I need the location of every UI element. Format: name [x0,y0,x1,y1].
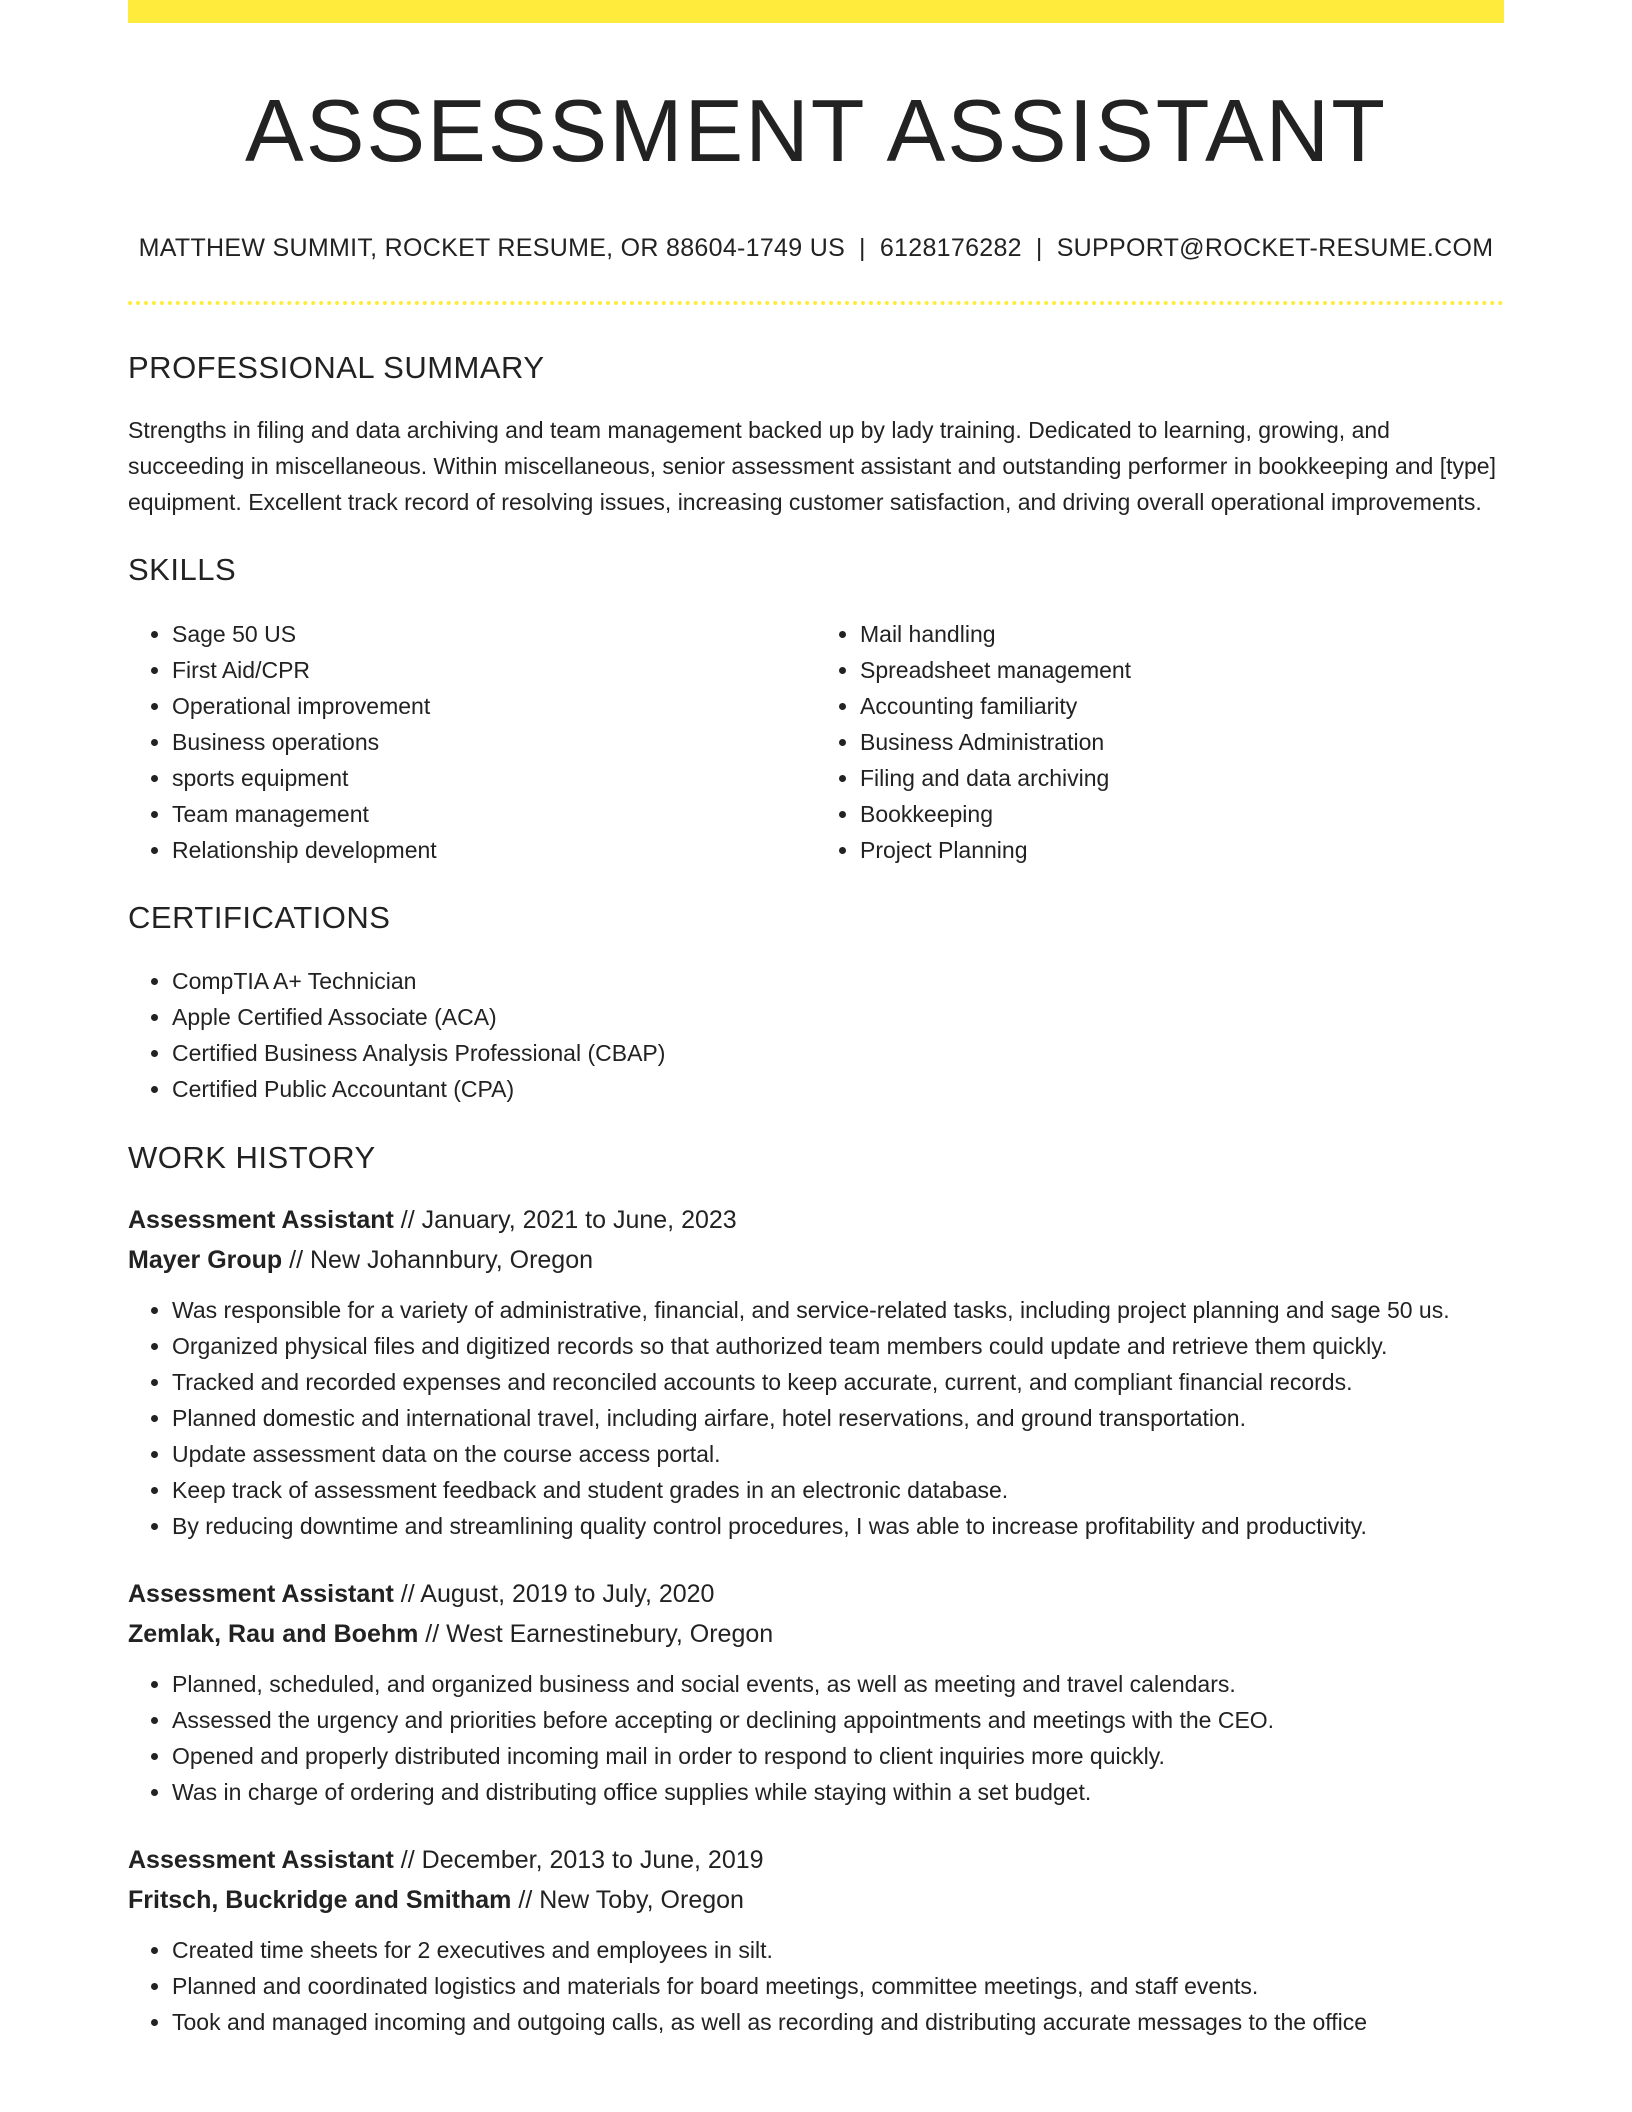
contact-separator: | [859,233,866,262]
skill-item: • sports equipment [172,760,816,796]
contact-address: MATTHEW SUMMIT, ROCKET RESUME, OR 88604-1749 US [138,233,846,262]
job-bullet: • Tracked and recorded expenses and reconciled accounts to keep accurate, current, and compliant financial records. [172,1364,1504,1400]
job-bullet: • Planned domestic and international travel, including airfare, hotel reservations, and ground transportation. [172,1400,1504,1436]
resume-title: ASSESSMENT ASSISTANT [245,81,1387,180]
job-bullet: • Created time sheets for 2 executives and employees in silt. [172,1932,1504,1968]
job-bullet: • Was responsible for a variety of administrative, financial, and service-related tasks, including project planning and sage 50 us. [172,1292,1504,1328]
job-bullet: • Keep track of assessment feedback and student grades in an electronic database. [172,1472,1504,1508]
work-history-heading: WORK HISTORY [128,1139,376,1175]
skill-item: • Spreadsheet management [860,652,1504,688]
job-bullet: • By reducing downtime and streamlining quality control procedures, I was able to increase profitability and productivity. [172,1508,1504,1544]
certifications-list [128,963,1504,1107]
skill-item: • Accounting familiarity [860,688,1504,724]
skill-item: • Filing and data archiving [860,760,1504,796]
top-accent-bar [128,0,1504,23]
job-role: Assessment Assistant [128,1845,394,1874]
job-location: // New Johannbury, Oregon [282,1245,594,1274]
job-company: Zemlak, Rau and Boehm [128,1619,419,1648]
job-bullets [128,1666,1504,1810]
skills-list-right [816,616,1504,868]
contact-separator: | [1035,233,1043,262]
job-entry [128,1574,1504,1810]
skill-item: • Sage 50 US [172,616,816,652]
skill-item: • First Aid/CPR [172,652,816,688]
job-dates: // August, 2019 to July, 2020 [393,1579,715,1608]
job-bullet: • Organized physical files and digitized records so that authorized team members could update and retrieve them quickly. [172,1328,1504,1364]
skill-item: • Relationship development [172,832,816,868]
summary-text: Strengths in filing and data archiving and team management backed up by lady training. Dedicated to learning, growing, and succeeding in miscellaneous. Within miscellaneous, senior assessment assistant and outstanding performer in bookkeeping and [type] equipment. Excellent track record of resolving issues, increasing customer satisfaction, and driving overall operational improvements. [128,416,1496,515]
job-bullet: • Planned and coordinated logistics and materials for board meetings, committee meetings, and staff events. [172,1968,1504,2004]
contact-phone: 6128176282 [879,233,1022,262]
job-company-line [128,1880,1504,1920]
summary-heading: PROFESSIONAL SUMMARY [128,349,545,385]
job-bullet: • Assessed the urgency and priorities before accepting or declining appointments and meetings with the CEO. [172,1702,1504,1738]
skill-item: • Mail handling [860,616,1504,652]
job-company: Mayer Group [128,1245,283,1274]
job-location: // New Toby, Oregon [511,1885,744,1914]
skill-item: • Operational improvement [172,688,816,724]
job-role-line [128,1574,1504,1614]
certifications-heading: CERTIFICATIONS [128,899,391,935]
job-bullet: • Opened and properly distributed incoming mail in order to respond to client inquiries more quickly. [172,1738,1504,1774]
certification-item: • Apple Certified Associate (ACA) [172,999,1504,1035]
skill-item: • Bookkeeping [860,796,1504,832]
job-entry [128,1200,1504,1544]
job-company: Fritsch, Buckridge and Smitham [128,1885,512,1914]
certification-item: • CompTIA A+ Technician [172,963,1504,999]
job-role-line [128,1840,1504,1880]
contact-email[interactable]: SUPPORT@ROCKET-RESUME.COM [1056,233,1494,262]
job-location: // West Earnestinebury, Oregon [418,1619,774,1648]
skill-item: • Project Planning [860,832,1504,868]
skills-heading: SKILLS [128,551,237,587]
job-role-line [128,1200,1504,1240]
job-entry [128,1840,1504,2040]
skills-list-left [128,616,816,868]
job-bullets [128,1292,1504,1544]
contact-line [128,234,1504,263]
certification-item: • Certified Business Analysis Professional (CBAP) [172,1035,1504,1071]
job-company-line [128,1240,1504,1280]
job-dates: // January, 2021 to June, 2023 [393,1205,737,1234]
certification-item: • Certified Public Accountant (CPA) [172,1071,1504,1107]
job-dates: // December, 2013 to June, 2019 [393,1845,764,1874]
job-company-line [128,1614,1504,1654]
job-bullet: • Update assessment data on the course access portal. [172,1436,1504,1472]
job-bullet: • Was in charge of ordering and distributing office supplies while staying within a set budget. [172,1774,1504,1810]
job-role: Assessment Assistant [128,1579,394,1608]
skill-item: • Business Administration [860,724,1504,760]
resume-page [128,0,1504,2040]
skill-item: • Team management [172,796,816,832]
job-bullet: • Took and managed incoming and outgoing calls, as well as recording and distributing accurate messages to the office [172,2004,1504,2040]
job-bullets [128,1932,1504,2040]
job-bullet: • Planned, scheduled, and organized business and social events, as well as meeting and travel calendars. [172,1666,1504,1702]
skills-columns [128,616,1504,868]
dotted-divider [128,301,1504,305]
skill-item: • Business operations [172,724,816,760]
job-role: Assessment Assistant [128,1205,394,1234]
